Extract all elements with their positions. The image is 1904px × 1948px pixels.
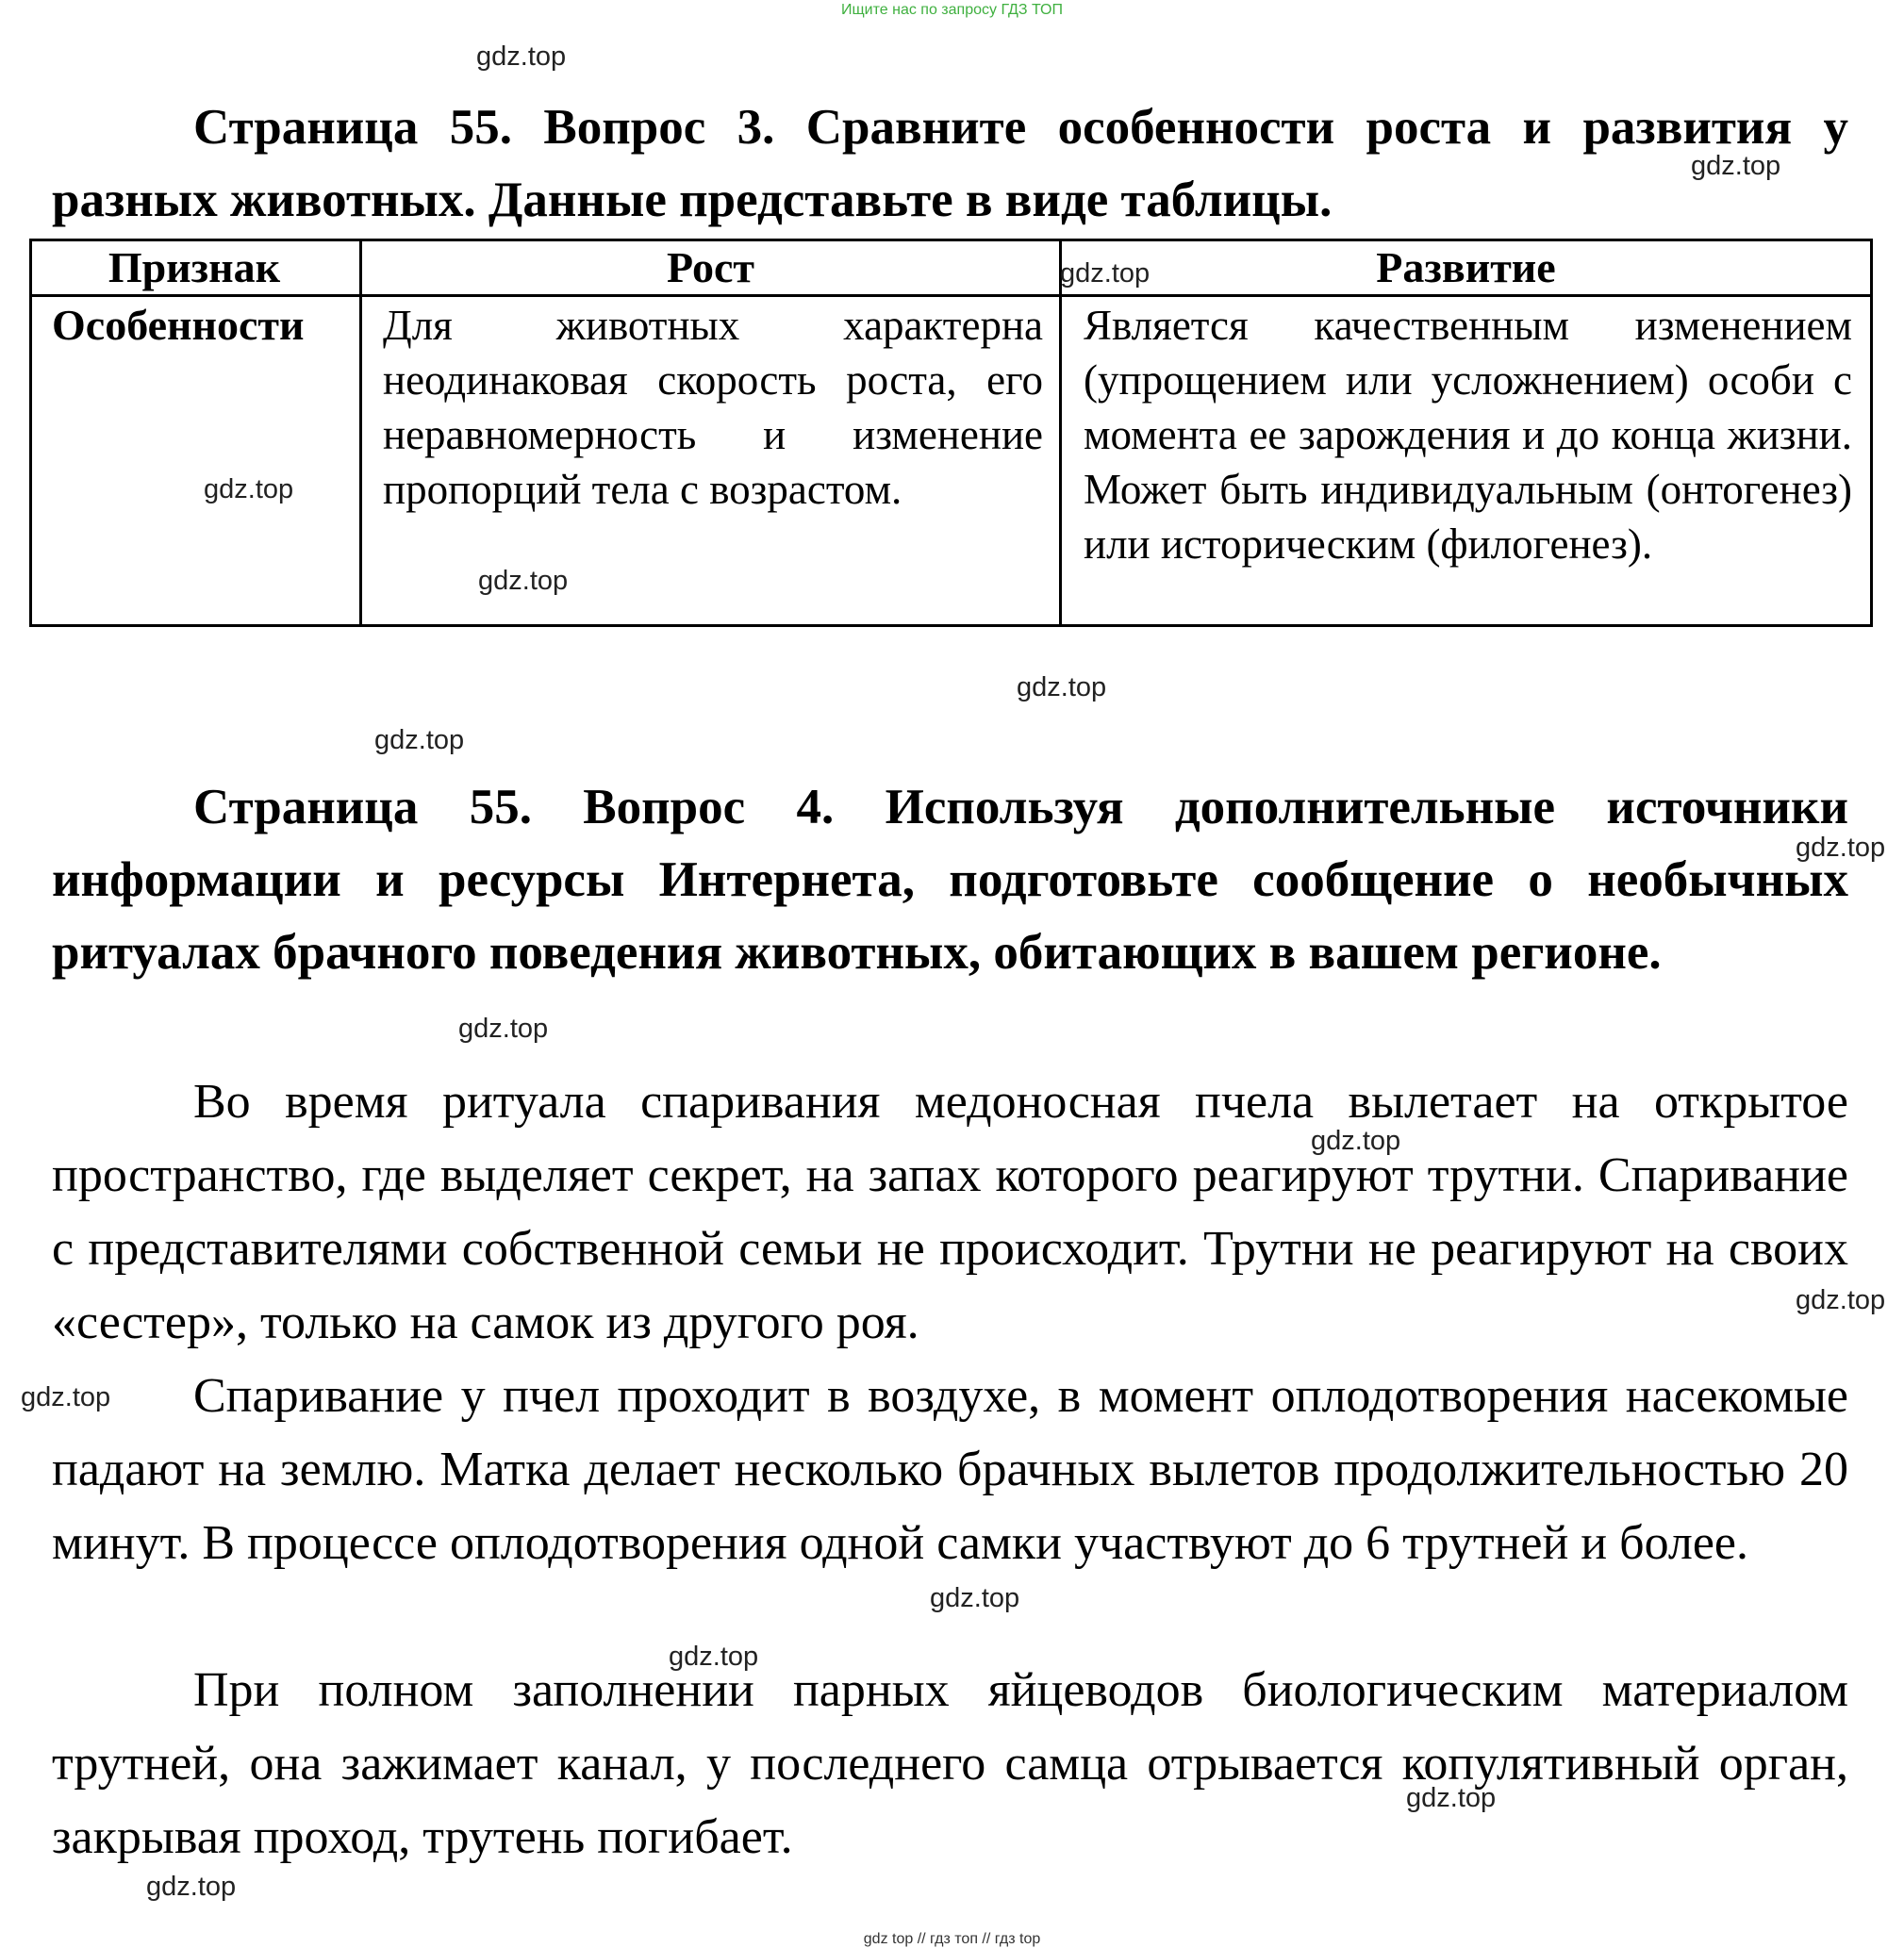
answer-paragraph-3: При полном заполнении парных яйцеводов биологическим материалом трутней, она зажимает канал, у последнего самца отрывается копулятивный орган, закрывая проход, трутень погибает.	[52, 1663, 1848, 1864]
table-row-label: Особенности	[52, 301, 305, 349]
table-cell-growth: Для животных характерна неодинаковая скорость роста, его неравномерность и изменение пропорций тела с возрастом.	[383, 302, 1043, 513]
footer-links[interactable]: gdz top // гдз топ // гдз top	[863, 1931, 1041, 1947]
comparison-table	[29, 239, 1873, 627]
watermark: gdz.top	[1691, 151, 1781, 181]
watermark: gdz.top	[1796, 1285, 1886, 1315]
watermark: gdz.top	[21, 1382, 111, 1412]
question-3-heading: Страница 55. Вопрос 3. Сравните особенности роста и развития у разных животных. Данные представьте в виде таблицы.	[52, 100, 1848, 227]
watermark: gdz.top	[1060, 258, 1151, 289]
watermark: gdz.top	[458, 1014, 549, 1044]
answer-paragraph-1: Во время ритуала спаривания медоносная пчела вылетает на открытое пространство, где выделяет секрет, на запах которого реагируют трутни. Спаривание с представителями собственной семьи не происходит. Трутни не реагируют на своих «сестер», только на самок из другого роя.	[52, 1075, 1848, 1349]
watermark: gdz.top	[1406, 1783, 1497, 1813]
watermark: gdz.top	[1017, 672, 1107, 702]
watermark: gdz.top	[478, 566, 569, 596]
watermark: gdz.top	[669, 1642, 759, 1672]
watermark: gdz.top	[374, 725, 465, 755]
table-header-development: Развитие	[1376, 243, 1556, 291]
watermark: gdz.top	[204, 474, 294, 504]
watermark: gdz.top	[146, 1872, 237, 1902]
question-4-heading: Страница 55. Вопрос 4. Используя дополнительные источники информации и ресурсы Интернета, подготовьте сообщение о необычных ритуалах брачного поведения животных, обитающих в вашем регионе.	[52, 780, 1848, 980]
watermark: gdz.top	[1311, 1126, 1401, 1156]
table-cell-development: Является качественным изменением (упрощением или усложнением) особи с момента ее зарождения и до конца жизни. Может быть индивидуальным (онтогенез) или историческим (филогенез).	[1084, 302, 1852, 568]
table-header-growth: Рост	[667, 243, 754, 291]
answer-paragraph-2: Спаривание у пчел проходит в воздухе, в момент оплодотворения насекомые падают на землю. Матка делает несколько брачных вылетов продолжительностью 20 минут. В процессе оплодотворения одной самки участвуют до 6 трутней и более.	[52, 1369, 1848, 1570]
top-banner[interactable]: Ищите нас по запросу ГДЗ ТОП	[841, 2, 1063, 18]
table-header-feature: Признак	[108, 243, 281, 291]
watermark: gdz.top	[476, 41, 567, 72]
watermark: gdz.top	[1796, 833, 1886, 863]
watermark: gdz.top	[930, 1583, 1020, 1613]
